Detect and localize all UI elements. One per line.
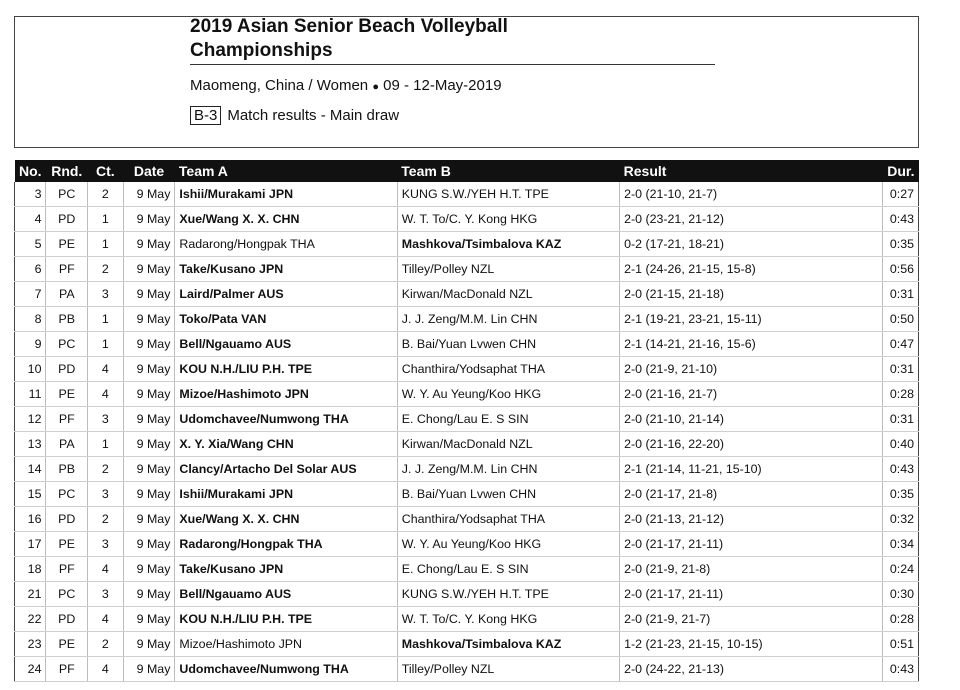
round-cell: PD: [46, 207, 88, 232]
table-row: [15, 557, 919, 582]
team-b-cell: B. Bai/Yuan Lvwen CHN: [397, 482, 619, 507]
team-a-cell: Ishii/Murakami JPN: [175, 482, 397, 507]
team-a-cell: Mizoe/Hashimoto JPN: [175, 632, 397, 657]
team-b-cell: Mashkova/Tsimbalova KAZ: [397, 632, 619, 657]
table-row: [15, 507, 919, 532]
match-number: 6: [15, 257, 46, 282]
court-cell: 2: [88, 457, 124, 482]
column-header-result: Result: [620, 160, 883, 182]
team-a-cell: Radarong/Hongpak THA: [175, 532, 397, 557]
match-number: 7: [15, 282, 46, 307]
duration-cell: 0:43: [883, 457, 919, 482]
match-number: 4: [15, 207, 46, 232]
team-b-cell: B. Bai/Yuan Lvwen CHN: [397, 332, 619, 357]
team-b-cell: Tilley/Polley NZL: [397, 657, 619, 682]
result-cell: 0-2 (17-21, 18-21): [620, 232, 883, 257]
event-location: [190, 77, 502, 94]
title-line-2: Championships: [190, 40, 333, 61]
result-cell: 2-0 (23-21, 21-12): [620, 207, 883, 232]
court-cell: 3: [88, 282, 124, 307]
column-header-date: Date: [123, 160, 175, 182]
match-number: 16: [15, 507, 46, 532]
round-cell: PD: [46, 607, 88, 632]
duration-cell: 0:30: [883, 582, 919, 607]
court-cell: 3: [88, 582, 124, 607]
round-cell: PB: [46, 457, 88, 482]
team-b-cell: W. Y. Au Yeung/Koo HKG: [397, 382, 619, 407]
round-cell: PE: [46, 632, 88, 657]
team-b-cell: W. T. To/C. Y. Kong HKG: [397, 207, 619, 232]
court-cell: 2: [88, 182, 124, 207]
date-cell: 9 May: [123, 307, 175, 332]
table-row: [15, 232, 919, 257]
court-cell: 1: [88, 332, 124, 357]
round-cell: PC: [46, 482, 88, 507]
team-a-cell: Laird/Palmer AUS: [175, 282, 397, 307]
team-b-cell: J. J. Zeng/M.M. Lin CHN: [397, 457, 619, 482]
result-cell: 1-2 (21-23, 21-15, 10-15): [620, 632, 883, 657]
team-a-cell: Udomchavee/Numwong THA: [175, 657, 397, 682]
match-number: 10: [15, 357, 46, 382]
table-row: [15, 182, 919, 207]
match-number: 3: [15, 182, 46, 207]
table-body: [15, 182, 919, 682]
date-cell: 9 May: [123, 482, 175, 507]
court-cell: 1: [88, 232, 124, 257]
result-cell: 2-0 (21-16, 22-20): [620, 432, 883, 457]
team-a-cell: Bell/Ngauamo AUS: [175, 582, 397, 607]
bullet-icon: ●: [372, 81, 379, 93]
document-code-badge: B-3: [190, 106, 221, 125]
table-row: [15, 307, 919, 332]
column-header-court: Ct.: [88, 160, 124, 182]
court-cell: 1: [88, 207, 124, 232]
team-b-cell: KUNG S.W./YEH H.T. TPE: [397, 582, 619, 607]
duration-cell: 0:47: [883, 332, 919, 357]
result-cell: 2-0 (21-15, 21-18): [620, 282, 883, 307]
document-subtitle: Match results - Main draw: [227, 107, 400, 124]
title-line-1: 2019 Asian Senior Beach Volleyball: [190, 16, 508, 37]
duration-cell: 0:35: [883, 232, 919, 257]
court-cell: 4: [88, 382, 124, 407]
court-cell: 4: [88, 557, 124, 582]
column-header-round: Rnd.: [46, 160, 88, 182]
date-cell: 9 May: [123, 532, 175, 557]
date-cell: 9 May: [123, 407, 175, 432]
column-header-team-a: Team A: [175, 160, 397, 182]
court-cell: 4: [88, 357, 124, 382]
date-cell: 9 May: [123, 257, 175, 282]
title-divider: [190, 64, 715, 65]
match-number: 17: [15, 532, 46, 557]
round-cell: PF: [46, 257, 88, 282]
match-number: 14: [15, 457, 46, 482]
document-title: [190, 15, 730, 63]
result-cell: 2-0 (21-10, 21-14): [620, 407, 883, 432]
team-a-cell: Take/Kusano JPN: [175, 257, 397, 282]
match-number: 21: [15, 582, 46, 607]
round-cell: PF: [46, 657, 88, 682]
result-cell: 2-0 (21-10, 21-7): [620, 182, 883, 207]
duration-cell: 0:28: [883, 382, 919, 407]
duration-cell: 0:31: [883, 407, 919, 432]
team-a-cell: KOU N.H./LIU P.H. TPE: [175, 607, 397, 632]
court-cell: 2: [88, 257, 124, 282]
date-cell: 9 May: [123, 332, 175, 357]
date-cell: 9 May: [123, 382, 175, 407]
round-cell: PC: [46, 182, 88, 207]
team-a-cell: Clancy/Artacho Del Solar AUS: [175, 457, 397, 482]
team-a-cell: Ishii/Murakami JPN: [175, 182, 397, 207]
table-row: [15, 332, 919, 357]
match-number: 5: [15, 232, 46, 257]
table-row: [15, 207, 919, 232]
round-cell: PA: [46, 432, 88, 457]
match-number: 22: [15, 607, 46, 632]
round-cell: PE: [46, 232, 88, 257]
match-results-table: [14, 160, 919, 682]
duration-cell: 0:28: [883, 607, 919, 632]
duration-cell: 0:43: [883, 657, 919, 682]
result-cell: 2-1 (14-21, 21-16, 15-6): [620, 332, 883, 357]
date-cell: 9 May: [123, 557, 175, 582]
result-cell: 2-0 (21-17, 21-11): [620, 532, 883, 557]
table-row: [15, 482, 919, 507]
court-cell: 4: [88, 607, 124, 632]
date-cell: 9 May: [123, 232, 175, 257]
match-number: 12: [15, 407, 46, 432]
result-cell: 2-0 (24-22, 21-13): [620, 657, 883, 682]
table-row: [15, 607, 919, 632]
table-row: [15, 407, 919, 432]
duration-cell: 0:40: [883, 432, 919, 457]
table-row: [15, 582, 919, 607]
team-a-cell: Toko/Pata VAN: [175, 307, 397, 332]
court-cell: 1: [88, 432, 124, 457]
match-number: 9: [15, 332, 46, 357]
round-cell: PE: [46, 382, 88, 407]
team-a-cell: Udomchavee/Numwong THA: [175, 407, 397, 432]
duration-cell: 0:51: [883, 632, 919, 657]
team-a-cell: Radarong/Hongpak THA: [175, 232, 397, 257]
court-cell: 2: [88, 507, 124, 532]
team-b-cell: E. Chong/Lau E. S SIN: [397, 557, 619, 582]
round-cell: PF: [46, 407, 88, 432]
column-header-duration: Dur.: [883, 160, 919, 182]
team-a-cell: Mizoe/Hashimoto JPN: [175, 382, 397, 407]
team-b-cell: Kirwan/MacDonald NZL: [397, 282, 619, 307]
duration-cell: 0:31: [883, 357, 919, 382]
table-row: [15, 532, 919, 557]
duration-cell: 0:32: [883, 507, 919, 532]
table-header-row: [15, 160, 919, 182]
column-header-no: No.: [15, 160, 46, 182]
table-row: [15, 382, 919, 407]
table-row: [15, 282, 919, 307]
date-cell: 9 May: [123, 182, 175, 207]
result-cell: 2-0 (21-9, 21-7): [620, 607, 883, 632]
table-row: [15, 357, 919, 382]
date-cell: 9 May: [123, 432, 175, 457]
duration-cell: 0:34: [883, 532, 919, 557]
team-b-cell: Mashkova/Tsimbalova KAZ: [397, 232, 619, 257]
duration-cell: 0:27: [883, 182, 919, 207]
result-cell: 2-1 (21-14, 11-21, 15-10): [620, 457, 883, 482]
team-b-cell: KUNG S.W./YEH H.T. TPE: [397, 182, 619, 207]
team-a-cell: Bell/Ngauamo AUS: [175, 332, 397, 357]
round-cell: PC: [46, 582, 88, 607]
court-cell: 3: [88, 482, 124, 507]
duration-cell: 0:35: [883, 482, 919, 507]
court-cell: 3: [88, 407, 124, 432]
match-number: 18: [15, 557, 46, 582]
duration-cell: 0:24: [883, 557, 919, 582]
round-cell: PD: [46, 507, 88, 532]
match-number: 24: [15, 657, 46, 682]
table-row: [15, 632, 919, 657]
team-b-cell: Chanthira/Yodsaphat THA: [397, 507, 619, 532]
round-cell: PB: [46, 307, 88, 332]
duration-cell: 0:43: [883, 207, 919, 232]
date-cell: 9 May: [123, 357, 175, 382]
result-cell: 2-0 (21-13, 21-12): [620, 507, 883, 532]
result-cell: 2-0 (21-17, 21-8): [620, 482, 883, 507]
court-cell: 2: [88, 632, 124, 657]
result-cell: 2-1 (19-21, 23-21, 15-11): [620, 307, 883, 332]
team-b-cell: E. Chong/Lau E. S SIN: [397, 407, 619, 432]
result-cell: 2-0 (21-9, 21-8): [620, 557, 883, 582]
team-b-cell: Chanthira/Yodsaphat THA: [397, 357, 619, 382]
team-b-cell: J. J. Zeng/M.M. Lin CHN: [397, 307, 619, 332]
document-subtitle-row: [190, 106, 399, 125]
round-cell: PC: [46, 332, 88, 357]
team-a-cell: Xue/Wang X. X. CHN: [175, 207, 397, 232]
duration-cell: 0:56: [883, 257, 919, 282]
match-number: 11: [15, 382, 46, 407]
date-cell: 9 May: [123, 607, 175, 632]
match-number: 23: [15, 632, 46, 657]
date-cell: 9 May: [123, 282, 175, 307]
location-text: Maomeng, China / Women: [190, 77, 369, 94]
column-header-team-b: Team B: [397, 160, 619, 182]
table-row: [15, 657, 919, 682]
table-row: [15, 432, 919, 457]
result-cell: 2-0 (21-16, 21-7): [620, 382, 883, 407]
team-b-cell: Kirwan/MacDonald NZL: [397, 432, 619, 457]
date-cell: 9 May: [123, 457, 175, 482]
table-row: [15, 457, 919, 482]
team-a-cell: KOU N.H./LIU P.H. TPE: [175, 357, 397, 382]
match-number: 13: [15, 432, 46, 457]
round-cell: PE: [46, 532, 88, 557]
team-a-cell: X. Y. Xia/Wang CHN: [175, 432, 397, 457]
date-cell: 9 May: [123, 507, 175, 532]
round-cell: PD: [46, 357, 88, 382]
team-a-cell: Take/Kusano JPN: [175, 557, 397, 582]
team-b-cell: W. T. To/C. Y. Kong HKG: [397, 607, 619, 632]
duration-cell: 0:50: [883, 307, 919, 332]
team-b-cell: Tilley/Polley NZL: [397, 257, 619, 282]
court-cell: 4: [88, 657, 124, 682]
court-cell: 3: [88, 532, 124, 557]
duration-cell: 0:31: [883, 282, 919, 307]
date-cell: 9 May: [123, 582, 175, 607]
round-cell: PF: [46, 557, 88, 582]
result-cell: 2-0 (21-9, 21-10): [620, 357, 883, 382]
match-number: 8: [15, 307, 46, 332]
date-cell: 9 May: [123, 207, 175, 232]
match-number: 15: [15, 482, 46, 507]
court-cell: 1: [88, 307, 124, 332]
date-cell: 9 May: [123, 657, 175, 682]
round-cell: PA: [46, 282, 88, 307]
date-cell: 9 May: [123, 632, 175, 657]
result-cell: 2-0 (21-17, 21-11): [620, 582, 883, 607]
result-cell: 2-1 (24-26, 21-15, 15-8): [620, 257, 883, 282]
team-b-cell: W. Y. Au Yeung/Koo HKG: [397, 532, 619, 557]
event-dates: 09 - 12-May-2019: [383, 77, 502, 94]
team-a-cell: Xue/Wang X. X. CHN: [175, 507, 397, 532]
table-row: [15, 257, 919, 282]
